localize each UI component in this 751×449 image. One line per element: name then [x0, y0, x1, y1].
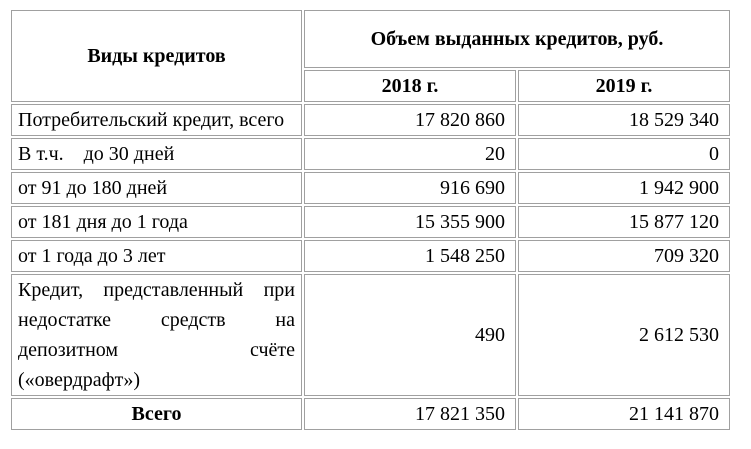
- header-credit-types: Виды кредитов: [11, 10, 302, 102]
- header-volume: Объем выданных кредитов, руб.: [304, 10, 730, 68]
- row-label: В т.ч. до 30 дней: [11, 138, 302, 170]
- cell-2018: 1 548 250: [304, 240, 516, 272]
- cell-2018: 15 355 900: [304, 206, 516, 238]
- total-2018: 17 821 350: [304, 398, 516, 430]
- cell-2018: 490: [304, 274, 516, 396]
- header-year-2019: 2019 г.: [518, 70, 730, 102]
- table-row: [11, 172, 730, 204]
- cell-2018: 17 820 860: [304, 104, 516, 136]
- row-label: от 91 до 180 дней: [11, 172, 302, 204]
- table-row: [11, 206, 730, 238]
- cell-2019: 18 529 340: [518, 104, 730, 136]
- table-row-total: [11, 398, 730, 430]
- cell-2019: 15 877 120: [518, 206, 730, 238]
- row-label: Кредит, представленный при недостатке средств на депозитном счёте («овердрафт»): [11, 274, 302, 396]
- table-row: [11, 240, 730, 272]
- cell-2018: 20: [304, 138, 516, 170]
- cell-2019: 2 612 530: [518, 274, 730, 396]
- header-year-2018: 2018 г.: [304, 70, 516, 102]
- table-row: [11, 104, 730, 136]
- row-label: Потребительский кредит, всего: [11, 104, 302, 136]
- total-2019: 21 141 870: [518, 398, 730, 430]
- cell-2018: 916 690: [304, 172, 516, 204]
- cell-2019: 1 942 900: [518, 172, 730, 204]
- row-label: от 1 года до 3 лет: [11, 240, 302, 272]
- cell-2019: 0: [518, 138, 730, 170]
- credits-table: [9, 8, 732, 432]
- table-row: [11, 274, 730, 396]
- total-label: Всего: [11, 398, 302, 430]
- cell-2019: 709 320: [518, 240, 730, 272]
- table-row: [11, 138, 730, 170]
- row-label: от 181 дня до 1 года: [11, 206, 302, 238]
